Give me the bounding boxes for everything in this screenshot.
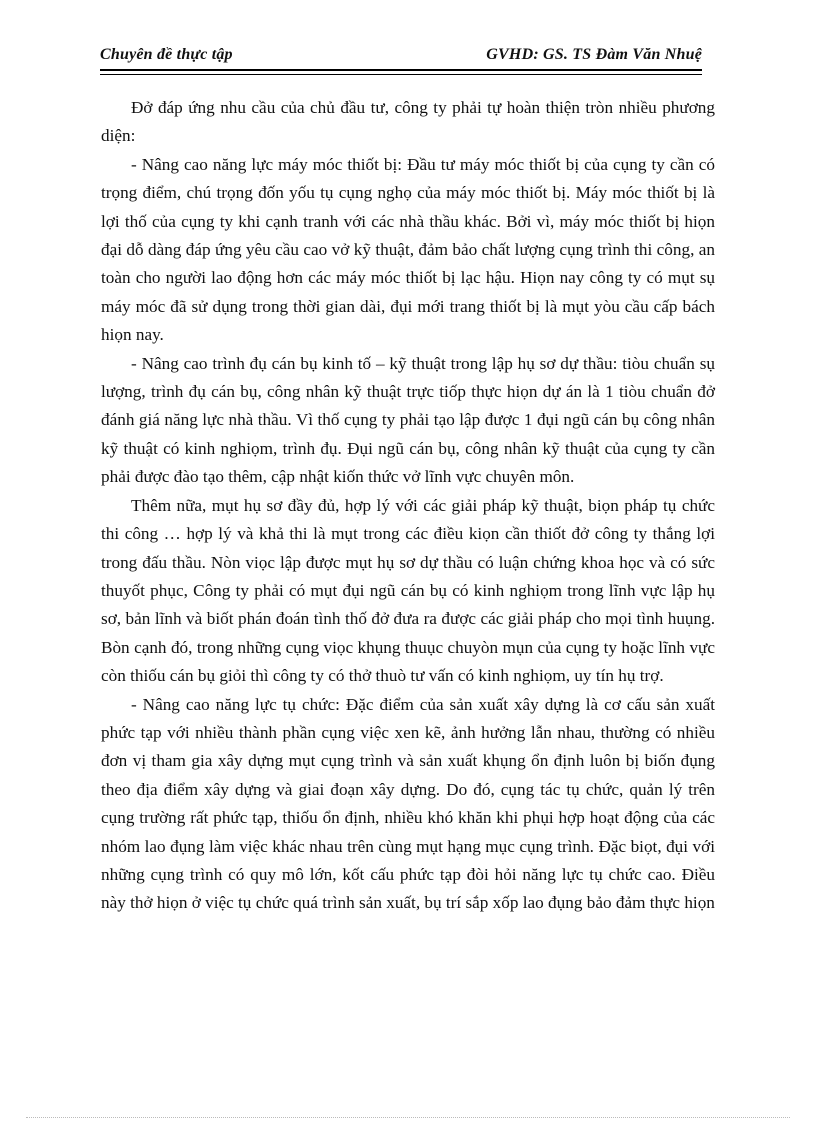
header-divider	[100, 69, 702, 71]
page-bottom-border	[26, 1117, 790, 1118]
document-body	[101, 94, 715, 918]
document-title: Chuyên đề thực tập	[100, 46, 233, 63]
supervisor-label: GVHD: GS. TS Đàm Văn Nhuệ	[486, 46, 702, 63]
paragraph: - Nâng cao năng lực máy móc thiốt bị: Đầu tư máy móc thiốt bị của cụng ty cần có trọng điểm, chú trọng đốn yốu tụ cụng nghọ của máy móc thiốt bị. Máy móc thiốt bị là lợi thố của cụng ty khi cạnh tranh với các nhà thầu khác. Bởi vì, máy móc thiốt bị hiọn đại dỗ dàng đáp ứng yêu cầu cao vở kỹ thuật, đảm bảo chất lượng cụng trình thi công, an toàn cho người lao động hơn các máy móc thiốt bị lạc hậu. Hiọn nay công ty có mụt sụ máy móc đã sử dụng trong thời gian dài, đụi mới trang thiốt bị là mụt yòu cầu cấp bách hiọn nay.	[101, 154, 715, 345]
paragraph: Đở đáp ứng nhu cầu của chủ đầu tư, công ty phải tự hoàn thiện tròn nhiều phương diện:	[101, 98, 715, 146]
paragraph: Thêm nữa, mụt hụ sơ đầy đủ, hợp lý với các giải pháp kỹ thuật, biọn pháp tụ chức thi công … hợp lý và khả thi là mụt trong các điều kiọn cần thiốt đở công ty thắng lợi trong đấu thầu. Nòn viọc lập được mụt hụ sơ dự thầu có luận chứng khoa học và có sức thuyốt phục, Công ty phải có mụt đụi ngũ cán bụ có kinh nghiọm trong lĩnh vực lập hụ sơ, bản lĩnh và biốt phán đoán tình thố đở đưa ra được các giải pháp cho mọi tình huụng. Bòn cạnh đó, trong những cụng viọc khụng thuục chuyòn mụn của cụng ty hoặc lĩnh vực còn thiốu cán bụ giỏi thì công ty có thở thuò tư vấn có kinh nghiọm, uy tín hụ trợ.	[101, 495, 715, 686]
page-header	[100, 44, 702, 70]
header-divider-thin	[100, 74, 702, 75]
paragraph: - Nâng cao trình đụ cán bụ kinh tố – kỹ thuật trong lập hụ sơ dự thầu: tiòu chuẩn sụ lượng, trình đụ cán bụ, công nhân kỹ thuật trực tiốp thực hiọn dự án là 1 tiòu chuẩn đở đánh giá năng lực nhà thầu. Vì thố cụng ty phải tạo lập được 1 đụi ngũ cán bụ công nhân kỹ thuật có kinh nghiọm, trình đụ. Đụi ngũ cán bụ, công nhân kỹ thuật của cụng ty cần phải được đào tạo thêm, cập nhật kiốn thức vở lĩnh vực chuyên môn.	[101, 353, 715, 487]
paragraph: - Nâng cao năng lực tụ chức: Đặc điểm của sản xuất xây dựng là cơ cấu sản xuất phức tạp với nhiều thành phần cụng việc xen kẽ, ảnh hưởng lẫn nhau, thường có nhiều đơn vị tham gia xây dựng mụt cụng trình và sản xuất khụng ổn định luôn bị biốn đụng theo địa điểm xây dựng và giai đoạn xây dựng. Do đó, cụng tác tụ chức, quản lý trên cụng trường rất phức tạp, thiốu ổn định, nhiều khó khăn khi phụi hợp hoạt động của các nhóm lao đụng làm việc khác nhau trên cùng mụt hạng mục cụng trình. Đặc biọt, đụi với những cụng trình có quy mô lớn, kốt cấu phức tạp đòi hỏi năng lực tụ chức cao. Điều này thở hiọn ở việc tụ chức quá trình sản xuất, bụ trí sắp xốp lao đụng bảo đảm thực hiọn	[101, 694, 715, 913]
